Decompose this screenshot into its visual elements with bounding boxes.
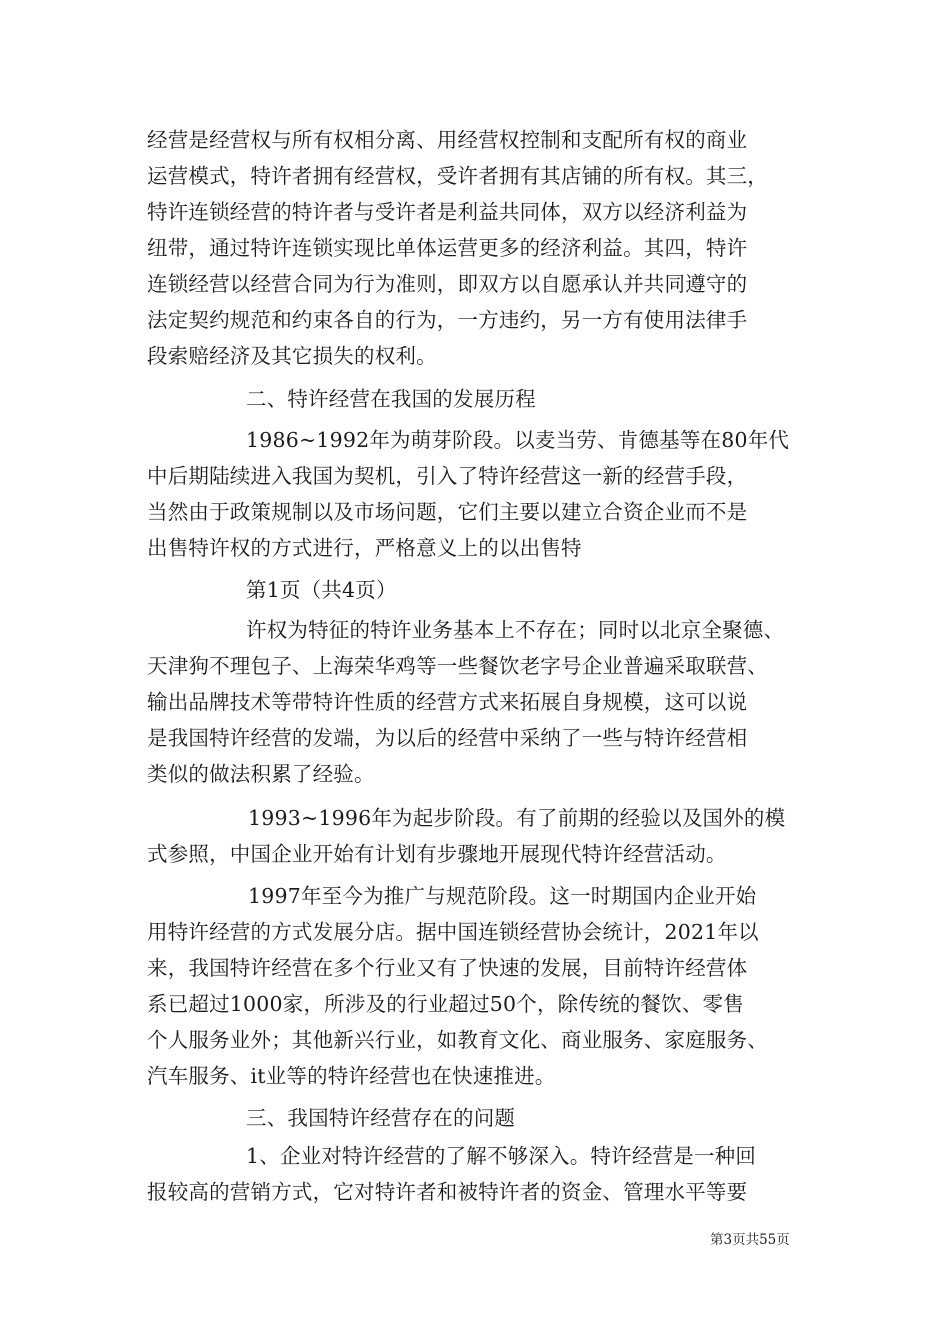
text-line: 中后期陆续进入我国为契机，引入了特许经营这一新的经营手段， [147,464,748,488]
text-line: 许权为特征的特许业务基本上不存在；同时以北京全聚德、 [246,618,785,642]
text-line: 1993~1996年为起步阶段。有了前期的经验以及国外的模 [248,806,786,830]
text-line: 类似的做法积累了经验。 [147,762,375,786]
text-line: 连锁经营以经营合同为行为准则，即双方以自愿承认并共同遵守的 [147,272,748,296]
section-heading: 二、特许经营在我国的发展历程 [246,387,536,411]
text-line: 特许连锁经营的特许者与受许者是利益共同体，双方以经济利益为 [147,200,748,224]
text-line: 1、企业对特许经营的了解不够深入。特许经营是一种回 [246,1144,757,1168]
text-line: 纽带，通过特许连锁实现比单体运营更多的经济利益。其四，特许 [147,236,748,260]
text-line: 输出品牌技术等带特许性质的经营方式来拓展自身规模，这可以说 [147,690,748,714]
text-line: 出售特许权的方式进行，严格意义上的以出售特 [147,536,582,560]
text-line: 法定契约规范和约束各自的行为，一方违约，另一方有使用法律手 [147,308,748,332]
text-line: 式参照，中国企业开始有计划有步骤地开展现代特许经营活动。 [147,842,727,866]
text-line: 来，我国特许经营在多个行业又有了快速的发展，目前特许经营体 [147,956,748,980]
text-line: 报较高的营销方式，它对特许者和被特许者的资金、管理水平等要 [147,1180,748,1204]
section-heading: 三、我国特许经营存在的问题 [246,1106,516,1130]
inline-page-marker: 第1页（共4页） [246,578,397,602]
text-line: 1986~1992年为萌芽阶段。以麦当劳、肯德基等在80年代 [246,428,790,452]
text-line: 经营是经营权与所有权相分离、用经营权控制和支配所有权的商业 [147,128,748,152]
text-line: 段索赔经济及其它损失的权利。 [147,344,437,368]
text-line: 运营模式，特许者拥有经营权，受许者拥有其店铺的所有权。其三， [147,164,768,188]
text-line: 是我国特许经营的发端，为以后的经营中采纳了一些与特许经营相 [147,726,748,750]
text-line: 1997年至今为推广与规范阶段。这一时期国内企业开始 [248,884,757,908]
text-line: 天津狗不理包子、上海荣华鸡等一些餐饮老字号企业普遍采取联营、 [147,654,768,678]
page-number-footer: 第3页共55页 [710,1232,790,1248]
text-line: 系已超过1000家，所涉及的行业超过50个，除传统的餐饮、零售 [147,992,744,1016]
text-line: 用特许经营的方式发展分店。据中国连锁经营协会统计，2021年以 [147,920,759,944]
text-line: 当然由于政策规制以及市场问题，它们主要以建立合资企业而不是 [147,500,748,524]
text-line: 汽车服务、it业等的特许经营也在快速推进。 [147,1064,556,1088]
text-line: 个人服务业外；其他新兴行业，如教育文化、商业服务、家庭服务、 [147,1028,768,1052]
